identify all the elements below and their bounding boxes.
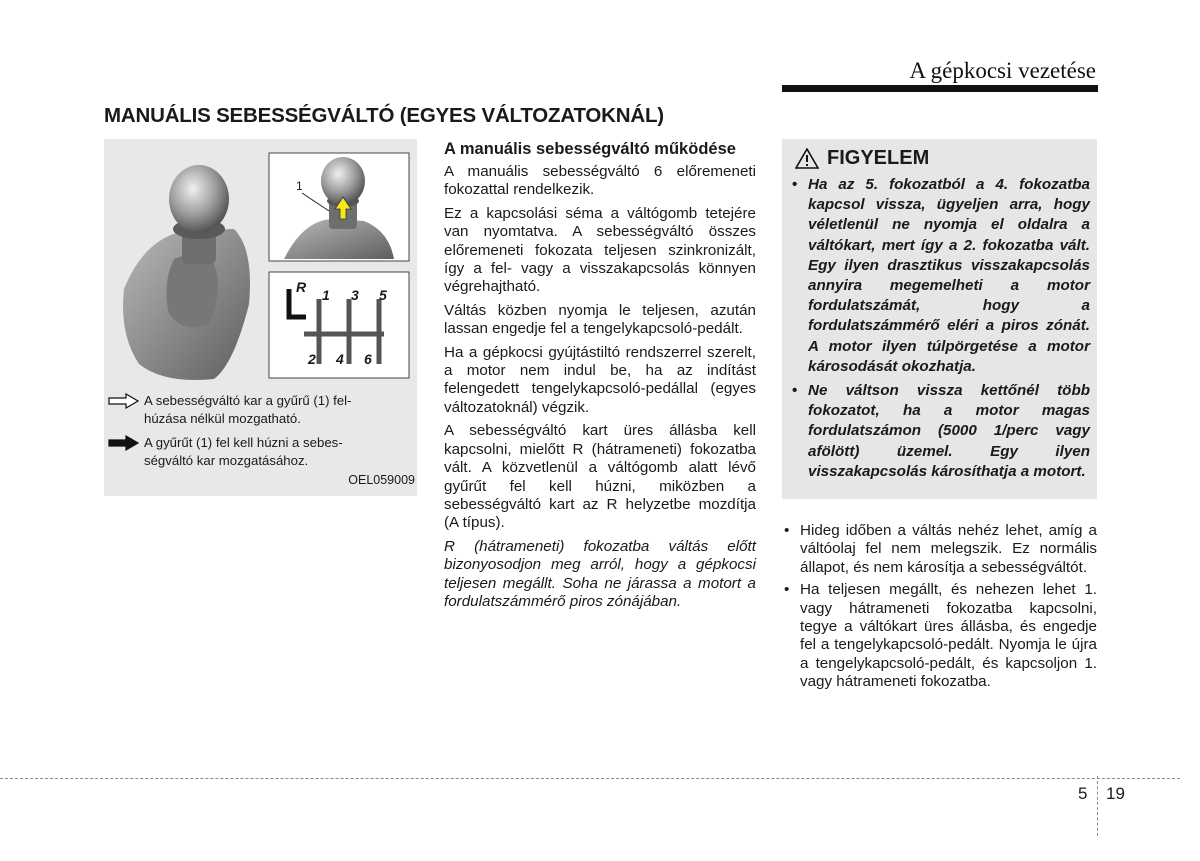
warning-title: FIGYELEM	[827, 147, 930, 169]
subsection-heading: A manuális sebességváltó működése	[444, 140, 736, 158]
tip-item: • Ha teljesen megállt, és nehezen lehet 1. vagy hátrameneti fokozatba kapcsolni, tegye a váltókart üres állásba, és engedje fel a tengelykapcsoló-pedált. Nyomja le újra a tengelykapcsoló-pedált, és kapcsoljon 1. vagy hátrameneti fokozatba.	[782, 581, 1097, 691]
header-rule	[782, 85, 1098, 92]
paragraph: A manuális sebességváltó 6 előremeneti fokozattal rendelkezik.	[444, 163, 756, 199]
tips-list	[782, 522, 1097, 696]
outline-arrow-icon	[108, 393, 140, 409]
gear-label-4: 4	[336, 351, 344, 367]
main-column	[444, 139, 756, 616]
gear-label-3: 3	[351, 287, 359, 303]
gear-label-5: 5	[379, 287, 387, 303]
solid-arrow-icon	[108, 435, 140, 451]
warning-box	[782, 139, 1097, 499]
warning-list	[790, 175, 1090, 486]
gear-label-2: 2	[308, 351, 316, 367]
page-separator	[1097, 776, 1098, 836]
figure-panel	[104, 139, 417, 496]
caption-text: A gyűrűt (1) fel kell húzni a sebes-ségváltó kar mozgatásához.	[144, 435, 343, 468]
italic-note: R (hátrameneti) fokozatba váltás előtt bizonyosodjon meg arról, hogy a gépkocsi teljesen megállt. Soha ne járassa a motort a fordulatszámmérő piros zónájában.	[444, 537, 756, 610]
paragraph: Ez a kapcsolási séma a váltógomb tetejére van nyomtatva. A sebességváltó összes előremeneti fokozata teljesen szinkronizált, így a fel- vagy a visszakapcsolás könnyen végrehajtható.	[444, 204, 756, 296]
figure-code: OEL059009	[348, 473, 415, 487]
section-title: MANUÁLIS SEBESSÉGVÁLTÓ (EGYES VÁLTOZATOKNÁL)	[104, 104, 664, 127]
warning-item: • Ne váltson vissza kettőnél több fokozatot, ha a motor magas fordulatszámon (5000 1/perc vagy afölött) üzemel. Egy ilyen visszakapcsolás károsíthatja a motort.	[790, 381, 1090, 482]
paragraph: Ha a gépkocsi gyújtástiltó rendszerrel szerelt, a motor nem indul be, ha az indítást felengedett tengelykapcsoló-pedállal (egyes változatoknál) végzik.	[444, 343, 756, 416]
callout-number: 1	[296, 179, 303, 193]
tip-item: • Hideg időben a váltás nehéz lehet, amíg a váltóolaj fel nem melegszik. Ez normális állapot, és nem károsítja a sebességváltót.	[782, 522, 1097, 577]
footer-rule	[0, 778, 1180, 779]
warning-triangle-icon	[795, 148, 819, 169]
gear-label-6: 6	[364, 351, 372, 367]
gear-label-1: 1	[322, 287, 330, 303]
chapter-number: 5	[1078, 784, 1088, 803]
paragraph: Váltás közben nyomja le teljesen, azután lassan engedje fel a tengelykapcsoló-pedált.	[444, 301, 756, 338]
page-number: 19	[1106, 784, 1125, 803]
gear-label-r: R	[296, 279, 307, 295]
caption-text: A sebességváltó kar a gyűrű (1) fel-húzása nélkül mozgatható.	[144, 393, 352, 426]
paragraph: A sebességváltó kart üres állásba kell kapcsolni, mielőtt R (hátrameneti) fokozatba vált. A közvetlenül a váltógomb alatt lévő gyűrűt fel kell húzni, miközben a sebességváltó kart az R helyzetbe mozdítja (A típus).	[444, 422, 756, 532]
chapter-title: A gépkocsi vezetése	[909, 58, 1096, 83]
warning-item: • Ha az 5. fokozatból a 4. fokozatba kapcsol vissza, ügyeljen arra, hogy véletlenül ne nyomja el oldalra a váltókart, mert így a 2. fokozatba vált. Egy ilyen drasztikus visszakapcsolás annyira megemelheti a motor fordulatszámát, hogy a fordulatszámmérő eléri a piros zónát. A motor ilyen túlpörgetése a motor károsodását okozhatja.	[790, 175, 1090, 377]
